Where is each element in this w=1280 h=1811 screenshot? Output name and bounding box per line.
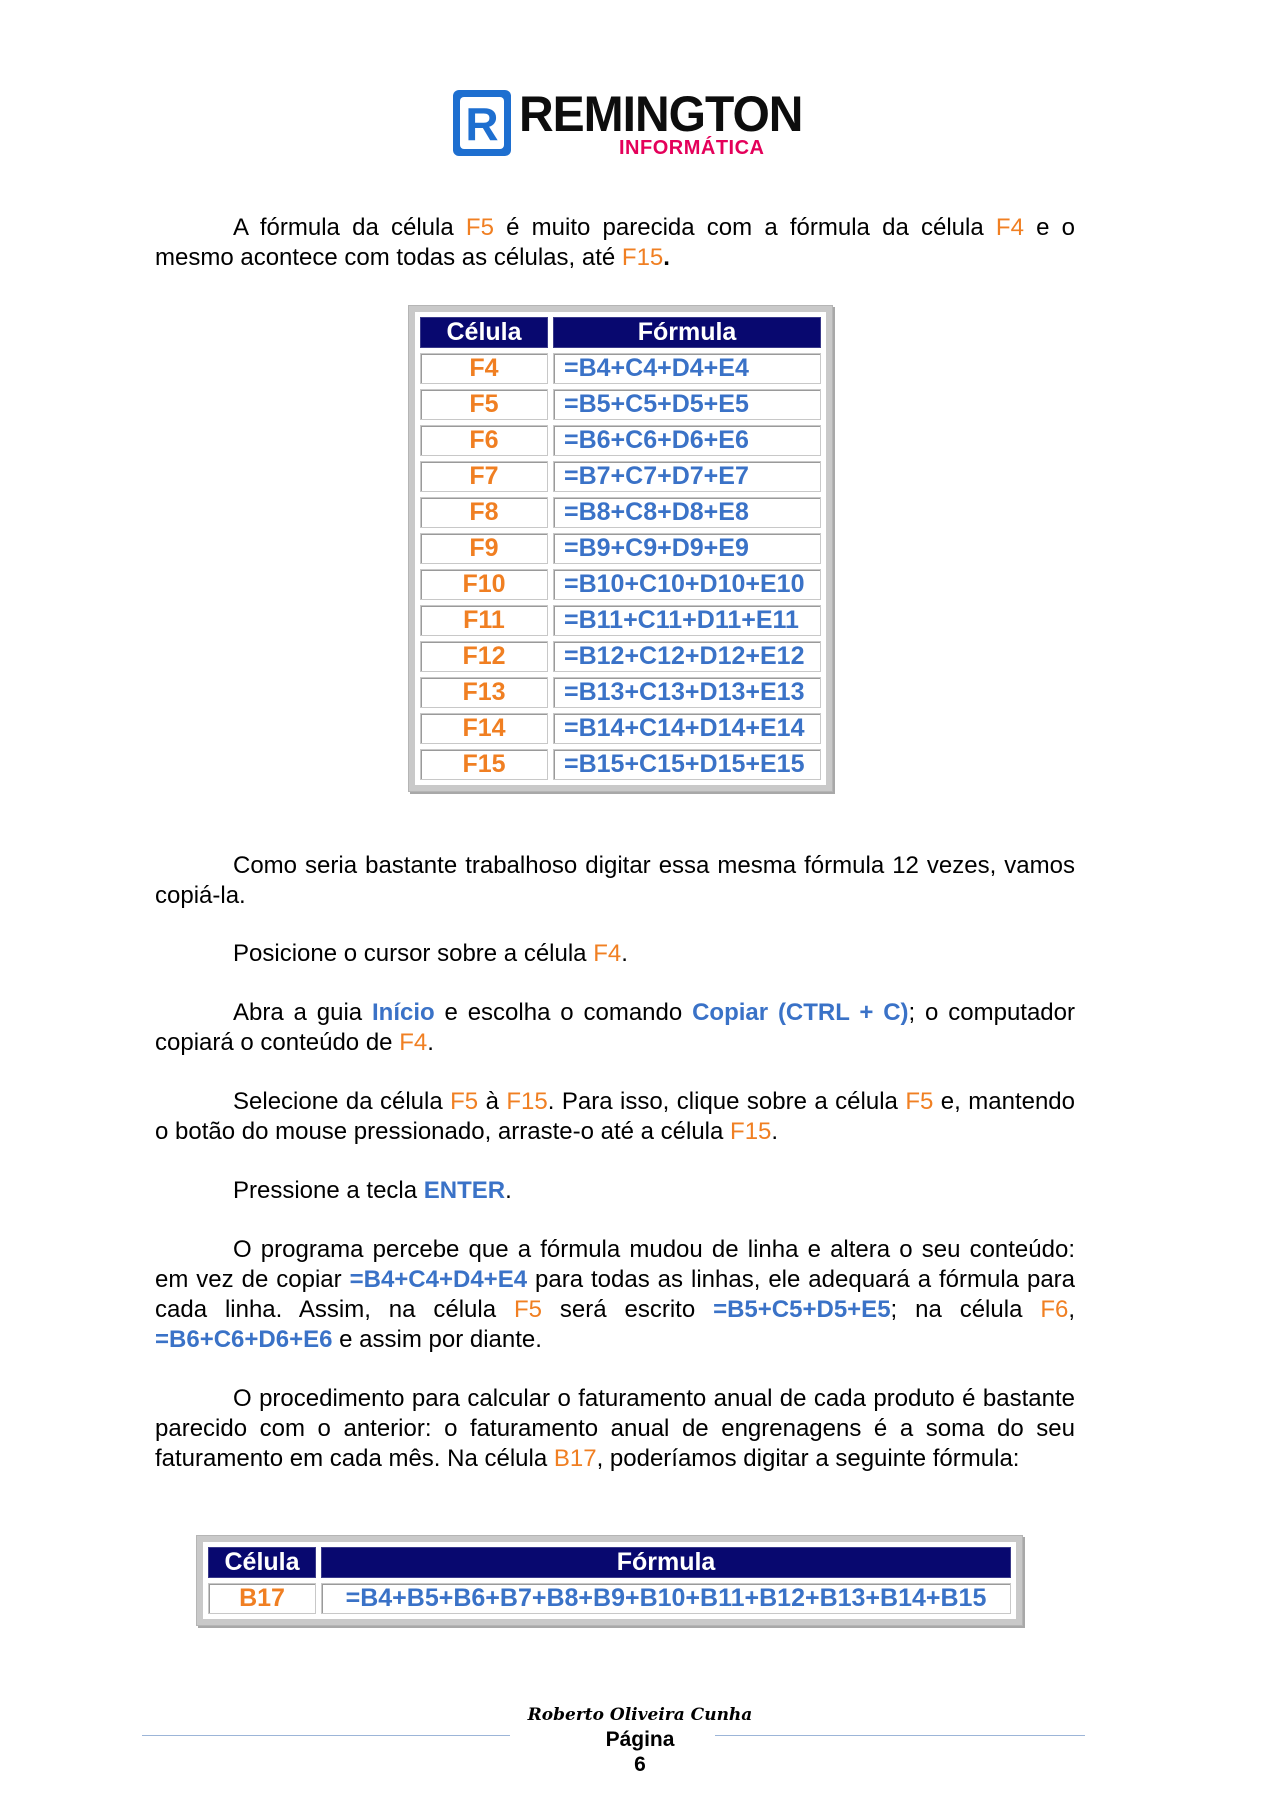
cell-reference: F13 xyxy=(420,677,548,708)
author-signature: Roberto Oliveira Cunha xyxy=(527,1705,753,1725)
table-row xyxy=(420,497,821,528)
cell-formula: =B11+C11+D11+E11 xyxy=(553,605,821,636)
cell-reference: F10 xyxy=(420,569,548,600)
table-row xyxy=(420,353,821,384)
cell-reference: F7 xyxy=(420,461,548,492)
header-formula: Fórmula xyxy=(321,1547,1011,1578)
paragraph-5: Selecione da célula F5 à F15. Para isso, clique sobre a célula F5 e, mantendo o botão do mouse pressionado, arraste-o até a célula F15. xyxy=(155,1088,1075,1145)
table-row xyxy=(420,533,821,564)
cell-formula: =B4+C4+D4+E4 xyxy=(553,353,821,384)
cell-reference: F15 xyxy=(420,749,548,780)
cell-reference: B17 xyxy=(208,1583,316,1614)
paragraph-3: Posicione o cursor sobre a célula F4. xyxy=(233,940,628,967)
header-formula: Fórmula xyxy=(553,317,821,348)
cell-reference: F9 xyxy=(420,533,548,564)
formula-table-2 xyxy=(196,1535,1023,1626)
paragraph-8: O procedimento para calcular o faturamento anual de cada produto é bastante parecido com o anterior: o faturamento anual de engrenagens é a soma do seu faturamento em cada mês. Na célula B17, poderíamos digitar a seguinte fórmula: xyxy=(155,1385,1075,1472)
table-row xyxy=(420,461,821,492)
cell-reference: F8 xyxy=(420,497,548,528)
cell-reference: F14 xyxy=(420,713,548,744)
table-row xyxy=(420,641,821,672)
cell-formula: =B6+C6+D6+E6 xyxy=(553,425,821,456)
cell-formula: =B14+C14+D14+E14 xyxy=(553,713,821,744)
table-row xyxy=(420,749,821,780)
page-number: 6 xyxy=(634,1753,646,1776)
table-row xyxy=(420,425,821,456)
cell-formula: =B10+C10+D10+E10 xyxy=(553,569,821,600)
cell-reference: F12 xyxy=(420,641,548,672)
cell-formula: =B8+C8+D8+E8 xyxy=(553,497,821,528)
cell-formula: =B13+C13+D13+E13 xyxy=(553,677,821,708)
cell-formula: =B5+C5+D5+E5 xyxy=(553,389,821,420)
table-row xyxy=(420,389,821,420)
paragraph-1: A fórmula da célula F5 é muito parecida com a fórmula da célula F4 e o mesmo acontece com todas as células, até F15. xyxy=(155,214,1076,271)
logo-r-icon xyxy=(453,90,511,156)
logo-subtitle: INFORMÁTICA xyxy=(619,137,765,159)
table-row xyxy=(208,1583,1011,1614)
svg-text:R: R xyxy=(465,98,499,150)
table-row xyxy=(420,713,821,744)
paragraph-7: O programa percebe que a fórmula mudou de linha e altera o seu conteúdo: em vez de copiar =B4+C4+D4+E4 para todas as linhas, ele adequará a fórmula para cada linha. Assim, na célula F5 será escrito =B5+C5+D5+E5; na célula F6, =B6+C6+D6+E6 e assim por diante. xyxy=(155,1236,1076,1353)
remington-logo xyxy=(453,86,803,160)
logo-wordmark: REMINGTON xyxy=(519,86,803,143)
cell-formula: =B9+C9+D9+E9 xyxy=(553,533,821,564)
page-label: Página xyxy=(605,1728,675,1751)
cell-formula: =B4+B5+B6+B7+B8+B9+B10+B11+B12+B13+B14+B15 xyxy=(321,1583,1011,1614)
cell-reference: F5 xyxy=(420,389,548,420)
header-cell: Célula xyxy=(208,1547,316,1578)
cell-formula: =B12+C12+D12+E12 xyxy=(553,641,821,672)
formula-table-1 xyxy=(408,305,833,792)
paragraph-6: Pressione a tecla ENTER. xyxy=(233,1177,512,1204)
paragraph-4: Abra a guia Início e escolha o comando Copiar (CTRL + C); o computador copiará o conteúdo de F4. xyxy=(155,999,1075,1056)
cell-reference: F11 xyxy=(420,605,548,636)
paragraph-2: Como seria bastante trabalhoso digitar essa mesma fórmula 12 vezes, vamos copiá-la. xyxy=(155,852,1075,909)
cell-reference: F6 xyxy=(420,425,548,456)
table-row xyxy=(420,605,821,636)
cell-formula: =B15+C15+D15+E15 xyxy=(553,749,821,780)
cell-reference: F4 xyxy=(420,353,548,384)
table-row xyxy=(420,569,821,600)
cell-formula: =B7+C7+D7+E7 xyxy=(553,461,821,492)
header-cell: Célula xyxy=(420,317,548,348)
table-row xyxy=(420,677,821,708)
